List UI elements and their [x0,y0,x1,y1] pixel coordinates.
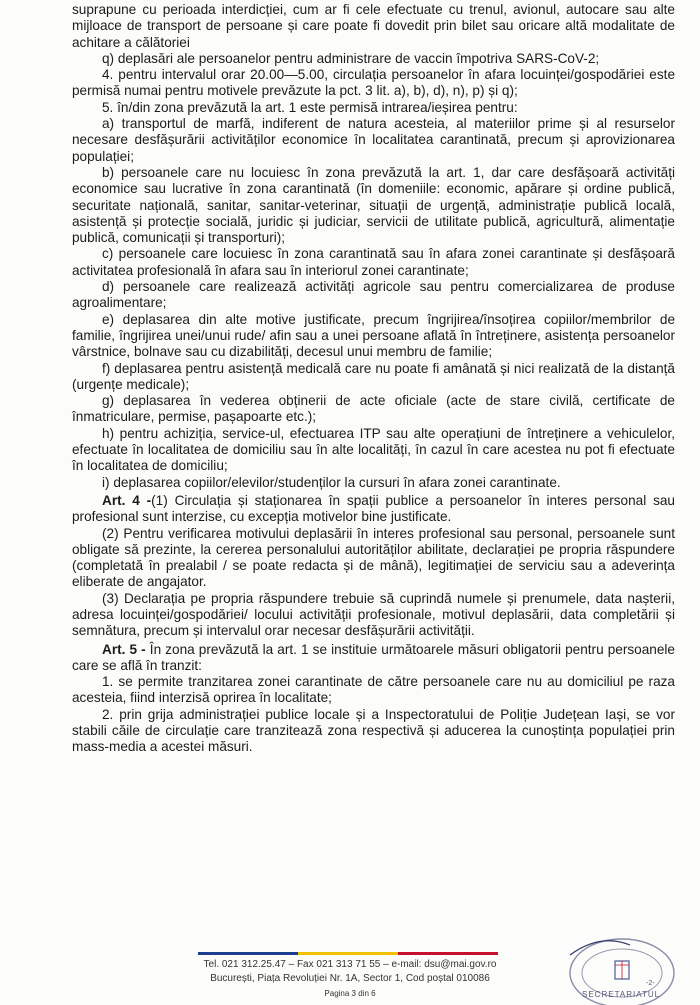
item-h: h) pentru achiziția, service-ul, efectuarea ITP sau alte operațiuni de întreținere a vehiculelor, efectuate în localitatea de domiciliu sau în alte localități, în cazul în care acestea nu pot fi efectuate în localitatea de domiciliu; [72,425,675,474]
footer-address: București, Piața Revoluției Nr. 1A, Sector 1, Cod poștal 010086 [210,973,490,984]
page-number: Pagina 3 din 6 [324,989,376,998]
official-stamp-icon [560,925,680,1005]
document-body [72,2,675,756]
svg-text:-2-: -2- [646,980,655,987]
article-4-3: (3) Declarația pe propria răspundere trebuie să cuprindă numele și prenumele, data nașterii, adresa locuinței/gospodăriei/ locului activității profesionale, motivul deplasării, data completării și semnătura, precum și intervalul orar necesar desfășurării activității. [72,590,675,639]
item-f: f) deplasarea pentru asistență medicală care nu poate fi amânată și nici realizată de la distanță (urgențe medicale); [72,360,675,392]
point-5: 5. în/din zona prevăzută la art. 1 este permisă intrarea/ieșirea pentru: [102,99,518,115]
article-5-1: 1. se permite tranzitarea zonei carantinate de către persoanele care nu au domiciliul pe raza acesteia, fiind interzisă oprirea în localitate; [72,674,675,706]
article-4-heading: Art. 4 - [102,492,152,508]
article-5-2: 2. prin grija administrației publice locale și a Inspectoratului de Poliție Județean Iași, se vor stabili căile de circulație care tranzitează zona respectivă și aducerea la cunoștința populației prin mass-media a acestei măsuri. [72,706,675,755]
item-c: c) persoanele care locuiesc în zona carantinată sau în afara zonei carantinate și desfășoară activitatea profesională în afara sau în interiorul zonei carantinate; [72,246,675,278]
item-g: g) deplasarea în vederea obținerii de acte oficiale (acte de stare civilă, certificate de înmatriculare, permise, pașapoarte etc.); [72,393,675,425]
item-q: q) deplasări ale persoanelor pentru administrare de vaccin împotriva SARS-CoV-2; [102,50,600,66]
item-d: d) persoanele care realizează activități agricole sau pentru comercializarea de produse agroalimentare; [72,279,675,311]
intro-paragraph: suprapune cu perioada interdicției, cum ar fi cele efectuate cu trenul, avionul, autocare sau alte mijloace de transport de persoane și care poate fi dovedit prin bilet sau oricare altă modalitate de achitare a călătoriei [72,2,675,50]
item-e: e) deplasarea din alte motive justificate, precum îngrijirea/însoțirea copiilor/membrilor de familie, îngrijirea unei/unui rude/ afin sau a unei persoane aflată în întreținere, asistența persoanelor vârstnice, bolnave sau cu dizabilități, decesul unui membru de familie; [72,311,675,360]
footer-flag-bar [198,952,498,955]
svg-text:SECRETARIATUL: SECRETARIATUL [582,990,661,999]
article-4-1: Art. 4 -(1) Circulația și staționarea în spații publice a persoanelor în interes personal sau profesional sunt interzise, cu excepția motivelor bine justificate. [72,492,675,525]
article-4-2: (2) Pentru verificarea motivului deplasării în interes profesional sau personal, persoanele sunt obligate să prezinte, la cererea personalului autorităților abilitate, declarației pe propria răspundere (completată în prealabil / se poate redacta și de mână), legitimației de serviciu sau a adeverința eliberate de angajator. [72,525,675,590]
footer-contact: Tel. 021 312.25.47 – Fax 021 313 71 55 – e-mail: dsu@mai.gov.ro [203,959,497,970]
article-5: Art. 5 - În zona prevăzută la art. 1 se instituie următoarele măsuri obligatorii pentru persoanele care se află în tranzit: [72,641,675,673]
item-i: i) deplasarea copiilor/elevilor/studenților la cursuri în afara zonei carantinate. [102,474,561,490]
article-5-heading: Art. 5 - [102,641,146,657]
item-a: a) transportul de marfă, indiferent de natura acesteia, al materiilor prime și al resurselor necesare desfășurării activităților economice în localitatea carantinată, precum și aprovizionarea populației; [72,116,675,164]
point-4: 4. pentru intervalul orar 20.00—5.00, circulația persoanelor în afara locuinței/gospodăriei este permisă numai pentru motivele prevăzute la pct. 3 lit. a), b), d), n), p) și q); [72,67,675,99]
item-b: b) persoanele care nu locuiesc în zona prevăzută la art. 1, dar care desfășoară activități economice sau lucrative în zona carantinată (în domeniile: economic, apărare și ordine publică, securitate națională, sanitar, sanitar-veterinar, situații de urgență, administrație publică locală, asistență și protecție socială, juridic și judiciar, servicii de utilitate publică, agricultură, alimentație publică, comunicații și transporturi); [72,164,675,246]
